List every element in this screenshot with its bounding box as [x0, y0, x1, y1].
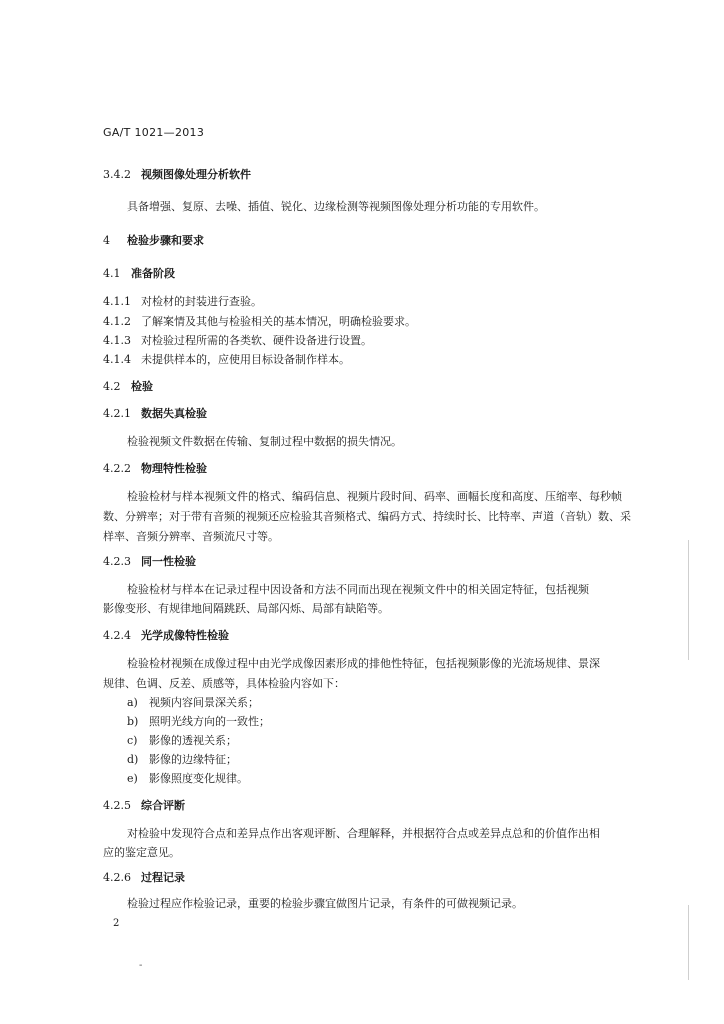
clause-4-1-1	[103, 293, 262, 309]
section-4-2-5-line: 对检验中发现符合点和差异点作出客观评断、合理解释，并根据符合点或差异点总和的价值作出相	[127, 827, 600, 840]
section-number: 3.4.2	[103, 168, 131, 181]
section-4-2-5-heading	[103, 797, 185, 813]
clause-4-1-4	[103, 351, 350, 367]
scan-edge-line	[688, 540, 689, 660]
stray-mark: -	[139, 960, 143, 971]
list-marker: c)	[127, 734, 138, 747]
section-4-1-heading	[103, 265, 175, 281]
clause-number: 4.1.1	[103, 295, 131, 308]
list-text: 影像的透视关系；	[149, 734, 237, 747]
section-number: 4.1	[103, 267, 121, 280]
section-4-2-3-line: 影像变形、有规律地间隔跳跃、局部闪烁、局部有缺陷等。	[103, 602, 389, 615]
clause-text: 了解案情及其他与检验相关的基本情况，明确检验要求。	[141, 315, 416, 328]
clause-number: 4.1.4	[103, 353, 131, 366]
list-marker: a)	[127, 696, 138, 709]
clause-4-1-2	[103, 313, 416, 329]
list-item	[127, 770, 248, 786]
section-title: 检验步骤和要求	[127, 234, 204, 247]
section-number: 4.2.6	[103, 871, 131, 884]
section-4-2-2-line: 样率、音频分辨率、音频流尺寸等。	[103, 530, 279, 543]
section-4-2-6-body: 检验过程应作检验记录，重要的检验步骤宜做图片记录，有条件的可做视频记录。	[127, 897, 523, 910]
section-4-2-6-heading	[103, 869, 185, 885]
list-text: 影像照度变化规律。	[149, 772, 248, 785]
clause-text: 未提供样本的，应使用目标设备制作样本。	[141, 353, 350, 366]
clause-number: 4.1.2	[103, 315, 131, 328]
list-item	[127, 694, 259, 710]
clause-text: 对检验过程所需的各类软、硬件设备进行设置。	[141, 334, 372, 347]
section-title: 光学成像特性检验	[141, 629, 229, 642]
list-marker: d)	[127, 753, 139, 766]
section-4-2-4-line: 检验检材视频在成像过程中由光学成像因素形成的排他性特征，包括视频影像的光流场规律、景深	[127, 657, 600, 670]
clause-4-1-3	[103, 332, 372, 348]
section-3-4-2-heading	[103, 166, 251, 182]
clause-number: 4.1.3	[103, 334, 131, 347]
section-number: 4.2.3	[103, 555, 131, 568]
section-title: 检验	[131, 380, 153, 393]
clause-text: 对检材的封装进行查验。	[141, 295, 262, 308]
section-title: 综合评断	[141, 799, 185, 812]
section-4-2-2-heading	[103, 460, 207, 476]
list-text: 视频内容间景深关系；	[149, 696, 259, 709]
section-4-2-3-heading	[103, 553, 196, 569]
list-text: 影像的边缘特征；	[149, 753, 237, 766]
section-title: 准备阶段	[131, 267, 175, 280]
section-title: 同一性检验	[141, 555, 196, 568]
section-4-2-5-line: 应的鉴定意见。	[103, 846, 180, 859]
scan-edge-line	[688, 905, 689, 980]
list-item	[127, 713, 270, 729]
section-4-2-heading	[103, 378, 153, 394]
list-marker: b)	[127, 715, 139, 728]
section-title: 视频图像处理分析软件	[141, 168, 251, 181]
section-4-2-4-line: 规律、色调、反差、质感等，具体检验内容如下：	[103, 677, 345, 690]
section-number: 4.2.5	[103, 799, 131, 812]
list-item	[127, 751, 237, 767]
section-number: 4.2.2	[103, 462, 131, 475]
section-4-2-4-heading	[103, 627, 229, 643]
section-4-2-3-line: 检验检材与样本在记录过程中因设备和方法不同而出现在视频文件中的相关固定特征，包括视频	[127, 583, 589, 596]
section-number: 4.2.4	[103, 629, 131, 642]
section-title: 物理特性检验	[141, 462, 207, 475]
section-4-2-2-line: 数、分辨率；对于带有音频的视频还应检验其音频格式、编码方式、持续时长、比特率、声道（音轨）数、采	[103, 510, 631, 523]
list-marker: e)	[127, 772, 138, 785]
section-4-heading	[103, 232, 204, 248]
section-number: 4.2	[103, 380, 121, 393]
section-4-2-1-heading	[103, 405, 207, 421]
page-number: 2	[113, 918, 120, 929]
section-number: 4	[103, 234, 110, 247]
standard-id-header: GA/T 1021—2013	[103, 126, 205, 139]
section-title: 过程记录	[141, 871, 185, 884]
section-title: 数据失真检验	[141, 407, 207, 420]
list-text: 照明光线方向的一致性；	[149, 715, 270, 728]
section-number: 4.2.1	[103, 407, 131, 420]
section-4-2-1-body: 检验视频文件数据在传输、复制过程中数据的损失情况。	[127, 435, 402, 448]
section-4-2-2-line: 检验检材与样本视频文件的格式、编码信息、视频片段时间、码率、画幅长度和高度、压缩率、每秒帧	[127, 490, 622, 503]
section-3-4-2-body: 具备增强、复原、去噪、插值、锐化、边缘检测等视频图像处理分析功能的专用软件。	[127, 200, 545, 213]
list-item	[127, 732, 237, 748]
